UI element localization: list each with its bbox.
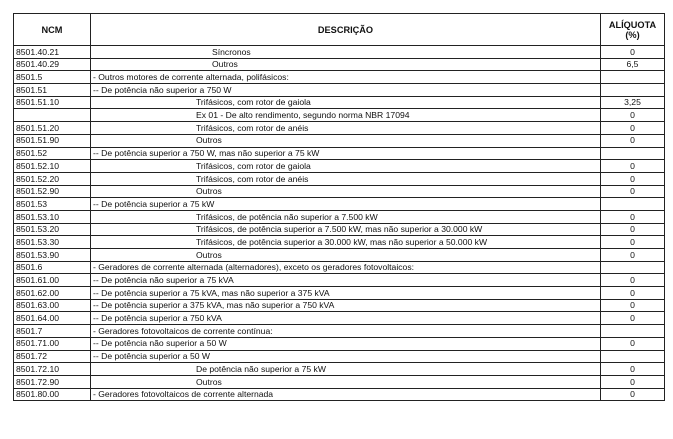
cell-descricao: -- De potência superior a 50 W: [91, 350, 601, 363]
cell-aliquota: 0: [601, 312, 665, 325]
cell-ncm: 8501.53.20: [14, 223, 91, 236]
table-row: [14, 350, 665, 363]
cell-ncm: 8501.51.10: [14, 96, 91, 109]
cell-aliquota: 0: [601, 46, 665, 59]
cell-ncm: 8501.52: [14, 147, 91, 160]
cell-aliquota: 0: [601, 274, 665, 287]
table-row: [14, 198, 665, 211]
cell-ncm: 8501.72.10: [14, 363, 91, 376]
cell-descricao: Ex 01 - De alto rendimento, segundo norma NBR 17094: [91, 109, 601, 122]
cell-ncm: 8501.80.00: [14, 388, 91, 401]
tariff-table-container: [13, 13, 664, 401]
cell-descricao: Trifásicos, com rotor de gaiola: [91, 160, 601, 173]
cell-ncm: 8501.52.90: [14, 185, 91, 198]
cell-aliquota: [601, 261, 665, 274]
cell-descricao: Outros: [91, 58, 601, 71]
cell-ncm: [14, 109, 91, 122]
table-row: [14, 223, 665, 236]
table-row: [14, 363, 665, 376]
table-row: [14, 58, 665, 71]
table-row: [14, 134, 665, 147]
cell-aliquota: 0: [601, 172, 665, 185]
table-row: [14, 84, 665, 97]
cell-aliquota: 0: [601, 249, 665, 262]
cell-aliquota: 0: [601, 122, 665, 135]
table-body: [14, 46, 665, 401]
cell-aliquota: [601, 325, 665, 338]
cell-aliquota: 0: [601, 210, 665, 223]
cell-aliquota: [601, 147, 665, 160]
cell-aliquota: 0: [601, 160, 665, 173]
cell-descricao: Outros: [91, 185, 601, 198]
header-descricao: DESCRIÇÃO: [91, 14, 601, 46]
cell-descricao: De potência não superior a 75 kW: [91, 363, 601, 376]
cell-ncm: 8501.6: [14, 261, 91, 274]
cell-descricao: -- De potência superior a 75 kVA, mas não superior a 375 kVA: [91, 287, 601, 300]
table-row: [14, 325, 665, 338]
table-row: [14, 160, 665, 173]
cell-ncm: 8501.72: [14, 350, 91, 363]
cell-aliquota: [601, 84, 665, 97]
table-row: [14, 312, 665, 325]
cell-ncm: 8501.62.00: [14, 287, 91, 300]
cell-descricao: -- De potência não superior a 750 W: [91, 84, 601, 97]
cell-ncm: 8501.40.29: [14, 58, 91, 71]
cell-aliquota: 0: [601, 388, 665, 401]
table-header-row: [14, 14, 665, 46]
cell-aliquota: [601, 198, 665, 211]
cell-ncm: 8501.52.20: [14, 172, 91, 185]
cell-ncm: 8501.71.00: [14, 337, 91, 350]
cell-aliquota: 0: [601, 185, 665, 198]
table-row: [14, 147, 665, 160]
cell-descricao: Trifásicos, de potência superior a 7.500 kW, mas não superior a 30.000 kW: [91, 223, 601, 236]
table-row: [14, 109, 665, 122]
cell-ncm: 8501.53.30: [14, 236, 91, 249]
cell-descricao: -- De potência superior a 750 kVA: [91, 312, 601, 325]
table-row: [14, 274, 665, 287]
table-row: [14, 299, 665, 312]
cell-aliquota: 0: [601, 299, 665, 312]
cell-ncm: 8501.5: [14, 71, 91, 84]
cell-aliquota: 3,25: [601, 96, 665, 109]
cell-ncm: 8501.51.20: [14, 122, 91, 135]
tariff-table: [13, 13, 665, 401]
table-row: [14, 122, 665, 135]
cell-descricao: - Geradores fotovoltaicos de corrente contínua:: [91, 325, 601, 338]
cell-aliquota: 0: [601, 134, 665, 147]
cell-ncm: 8501.53: [14, 198, 91, 211]
table-row: [14, 249, 665, 262]
cell-ncm: 8501.7: [14, 325, 91, 338]
cell-descricao: Síncronos: [91, 46, 601, 59]
table-row: [14, 71, 665, 84]
table-row: [14, 210, 665, 223]
cell-aliquota: 0: [601, 287, 665, 300]
cell-descricao: Trifásicos, de potência não superior a 7.500 kW: [91, 210, 601, 223]
cell-aliquota: 0: [601, 223, 665, 236]
cell-descricao: -- De potência superior a 75 kW: [91, 198, 601, 211]
cell-ncm: 8501.64.00: [14, 312, 91, 325]
cell-ncm: 8501.53.90: [14, 249, 91, 262]
table-row: [14, 172, 665, 185]
cell-aliquota: [601, 71, 665, 84]
table-row: [14, 388, 665, 401]
table-row: [14, 261, 665, 274]
cell-ncm: 8501.52.10: [14, 160, 91, 173]
cell-aliquota: 0: [601, 109, 665, 122]
cell-descricao: - Outros motores de corrente alternada, polifásicos:: [91, 71, 601, 84]
cell-ncm: 8501.51: [14, 84, 91, 97]
header-aliquota: ALÍQUOTA (%): [601, 14, 665, 46]
cell-descricao: Trifásicos, com rotor de anéis: [91, 122, 601, 135]
table-row: [14, 96, 665, 109]
cell-ncm: 8501.51.90: [14, 134, 91, 147]
cell-descricao: - Geradores fotovoltaicos de corrente alternada: [91, 388, 601, 401]
header-ncm: NCM: [14, 14, 91, 46]
cell-ncm: 8501.72.90: [14, 375, 91, 388]
cell-descricao: -- De potência não superior a 50 W: [91, 337, 601, 350]
table-row: [14, 375, 665, 388]
cell-descricao: Trifásicos, com rotor de gaiola: [91, 96, 601, 109]
cell-aliquota: 0: [601, 375, 665, 388]
table-row: [14, 46, 665, 59]
table-row: [14, 185, 665, 198]
cell-descricao: -- De potência superior a 375 kVA, mas não superior a 750 kVA: [91, 299, 601, 312]
cell-aliquota: 6,5: [601, 58, 665, 71]
cell-aliquota: 0: [601, 363, 665, 376]
cell-descricao: Trifásicos, com rotor de anéis: [91, 172, 601, 185]
cell-ncm: 8501.53.10: [14, 210, 91, 223]
cell-descricao: Outros: [91, 375, 601, 388]
cell-descricao: Outros: [91, 134, 601, 147]
cell-aliquota: [601, 350, 665, 363]
cell-ncm: 8501.61.00: [14, 274, 91, 287]
cell-descricao: -- De potência não superior a 75 kVA: [91, 274, 601, 287]
cell-descricao: Outros: [91, 249, 601, 262]
cell-ncm: 8501.63.00: [14, 299, 91, 312]
cell-ncm: 8501.40.21: [14, 46, 91, 59]
cell-descricao: -- De potência superior a 750 W, mas não superior a 75 kW: [91, 147, 601, 160]
cell-aliquota: 0: [601, 337, 665, 350]
cell-descricao: - Geradores de corrente alternada (alternadores), exceto os geradores fotovoltaicos:: [91, 261, 601, 274]
table-row: [14, 287, 665, 300]
table-row: [14, 337, 665, 350]
cell-descricao: Trifásicos, de potência superior a 30.000 kW, mas não superior a 50.000 kW: [91, 236, 601, 249]
table-row: [14, 236, 665, 249]
cell-aliquota: 0: [601, 236, 665, 249]
